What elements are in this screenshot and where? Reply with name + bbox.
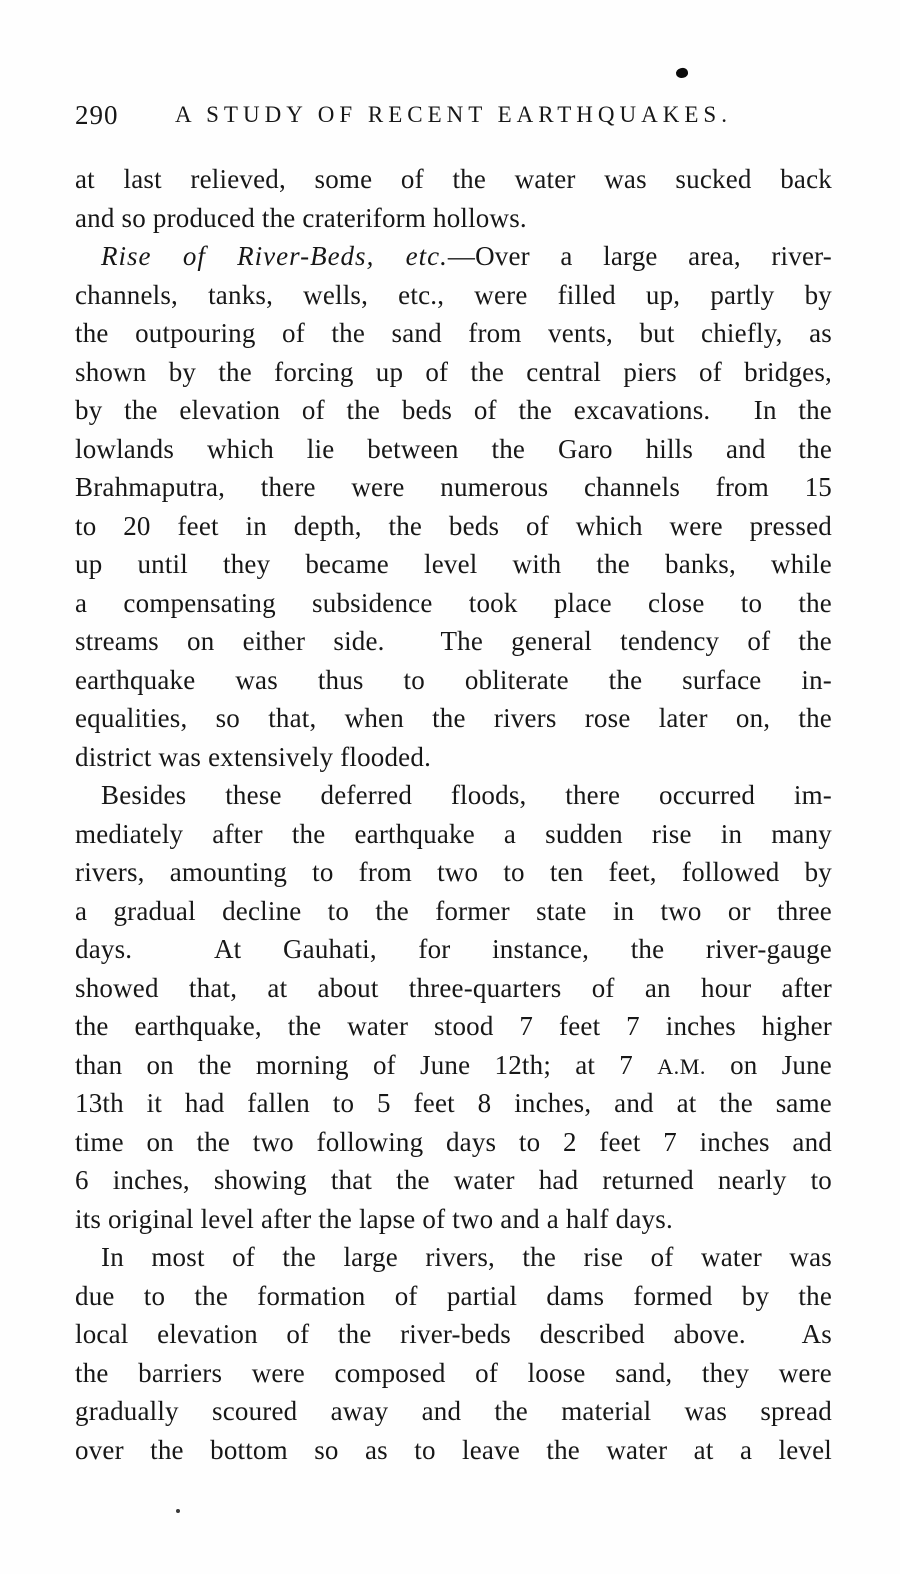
text-segment: 6 inches, showing that the water had returned nearly to: [75, 1165, 832, 1195]
text-segment: earthquake was thus to obliterate the surface in-: [75, 664, 832, 695]
text-line: [75, 1123, 832, 1162]
text-line: [75, 584, 832, 623]
text-segment: channels, tanks, wells, etc., were filled up, partly by: [75, 279, 832, 310]
ink-speck-icon: [176, 1509, 180, 1513]
text-segment: —Over a large area, river-: [447, 241, 832, 271]
text-segment: lowlands which lie between the Garo hills and the: [75, 433, 832, 464]
text-segment: its original level after the lapse of two and a half days.: [75, 1203, 673, 1234]
text-line: [75, 1354, 832, 1393]
text-segment: A.M.: [657, 1053, 706, 1079]
text-segment: showed that, at about three-quarters of an hour after: [75, 972, 832, 1003]
text-segment: rivers, amounting to from two to ten feet, followed by: [75, 857, 832, 887]
ink-speck-icon: [675, 67, 689, 80]
text-line: [75, 276, 832, 315]
text-segment: days. At Gauhati, for instance, the river-gauge: [75, 934, 832, 964]
text-segment: Rise of River-Beds, etc.: [101, 241, 448, 271]
text-segment: In most of the large rivers, the rise of water was: [101, 1242, 832, 1272]
text-line: [75, 622, 832, 661]
text-line: [75, 237, 832, 276]
text-line: [75, 699, 832, 738]
text-line: [75, 1315, 832, 1354]
text-line: [75, 160, 832, 199]
text-segment: a gradual decline to the former state in two or three: [75, 895, 832, 926]
text-line: [75, 1277, 832, 1316]
text-segment: and so produced the crateriform hollows.: [75, 202, 527, 233]
text-line: [75, 738, 832, 777]
text-line: [75, 892, 832, 931]
text-line: [75, 391, 832, 430]
text-line: [75, 815, 832, 854]
running-title: A STUDY OF RECENT EARTHQUAKES.: [175, 102, 732, 127]
text-line: [75, 199, 832, 238]
text-segment: due to the formation of partial dams formed by the: [75, 1280, 832, 1311]
text-line: [75, 1161, 832, 1200]
text-line: [75, 1392, 832, 1431]
text-segment: shown by the forcing up of the central piers of bridges,: [75, 356, 832, 387]
text-segment: than on the morning of June 12th; at 7: [75, 1049, 658, 1080]
text-line: [75, 776, 832, 815]
text-segment: a compensating subsidence took place close to the: [75, 587, 832, 618]
text-segment: the barriers were composed of loose sand, they were: [75, 1357, 832, 1388]
text-line: [75, 430, 832, 469]
text-segment: Besides these deferred floods, there occurred im-: [101, 780, 832, 810]
text-segment: gradually scoured away and the material was spread: [75, 1396, 832, 1426]
text-segment: district was extensively flooded.: [75, 741, 432, 772]
text-line: [75, 1200, 832, 1239]
text-line: [75, 1238, 832, 1277]
text-line: [75, 314, 832, 353]
text-segment: over the bottom so as to leave the water at a level: [75, 1434, 832, 1465]
text-segment: to 20 feet in depth, the beds of which were pressed: [75, 510, 832, 541]
text-line: [75, 930, 832, 969]
running-header: [75, 100, 832, 138]
text-segment: equalities, so that, when the rivers rose later on, the: [75, 703, 832, 733]
text-segment: time on the two following days to 2 feet 7 inches and: [75, 1126, 832, 1157]
text-segment: 13th it had fallen to 5 feet 8 inches, and at the same: [75, 1088, 832, 1118]
text-segment: the earthquake, the water stood 7 feet 7 inches higher: [75, 1011, 832, 1041]
text-line: [75, 545, 832, 584]
text-line: [75, 661, 832, 700]
text-line: [75, 1084, 832, 1123]
text-line: [75, 507, 832, 546]
text-segment: the outpouring of the sand from vents, but chiefly, as: [75, 318, 832, 348]
page-number: 290: [75, 100, 119, 130]
text-line: [75, 1046, 832, 1085]
text-line: [75, 853, 832, 892]
text-line: [75, 1431, 832, 1470]
text-segment: by the elevation of the beds of the excavations. In the: [75, 395, 832, 425]
text-segment: local elevation of the river-beds described above. As: [75, 1319, 832, 1349]
page-body: [75, 160, 832, 1469]
text-line: [75, 468, 832, 507]
text-line: [75, 353, 832, 392]
text-segment: up until they became level with the banks, while: [75, 549, 832, 579]
text-line: [75, 969, 832, 1008]
text-segment: mediately after the earthquake a sudden rise in many: [75, 818, 832, 849]
text-segment: at last relieved, some of the water was sucked back: [75, 164, 832, 194]
text-line: [75, 1007, 832, 1046]
text-segment: streams on either side. The general tendency of the: [75, 626, 832, 656]
text-segment: Brahmaputra, there were numerous channels from 15: [75, 472, 832, 502]
text-segment: on June: [705, 1049, 832, 1080]
